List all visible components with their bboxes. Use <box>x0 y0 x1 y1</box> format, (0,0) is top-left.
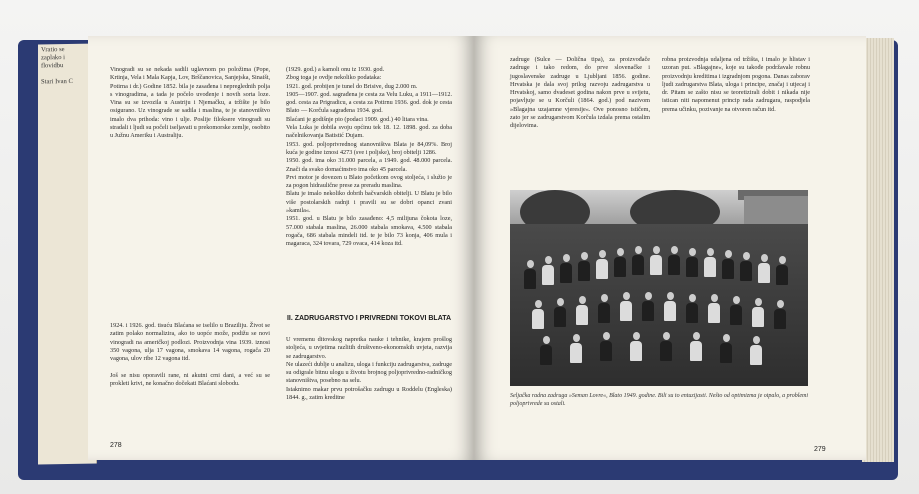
left-col2-bottom: U vremenu ditovskog napretka nauke i tehnike, krajem prošlog stoljeća, u uvjetima razlitih društveno-ekonomskih uvjeta, razvija se zadrugarstvo. Ne ulazeći dublje u analizu, uloga i funkciju zadrugarstva, zadruge su odigrale bitnu ulogu u životu brojnog poljoprivredno-radničkog stanovništva, posebno na selu. Istaknimo makar prvu potrošačku zadrugu u Roddelu (Engleska) 1844. g., zatim kreditne <box>286 336 452 402</box>
right-page <box>474 36 866 460</box>
left-col2-top: (1929. god.) a kamoli onu iz 1930. god. Zbog toga je ovdje nekoliko podataka: 1921. god. probijen je tunel do Brisive, dug 2.000 m. 1905—1907. god. sagrađena je cesta za Velu Luku, a 1911—1912. god. cesta za Prigradicu, a cesta za Potirnu 1936. god. dok je cesta Blato — Korčula sagrađena 1934. god. Blaćani je godišnje pio (podaci 1909. god.) 40 litara vina. Vela Luka je dobila svoju općinu tek 18. 12. 1898. god. za doba načelnikovanja Batistić Dujam. 1953. god. poljoprivrednog stanovništva Blata je 84,09%. Broj kuća je godine iznosi 4273 (sve i poljske), broj obitelji 1286. 1950. god. ima oko 31.000 parcela, a 1949. god. 48.000 parcela. Znači da svako domaćinstvo ima oko 45 parcela. Prvi motor je dovezen u Blato početkom ovog stoljeća, i služio je za pogon hidraulične prese za preradu maslina. Blatu je imalo nekoliko dobrih bačvarskih obitelji. U Blatu je bilo više postolarskih radnji i pravili su se dobri opanci zvani »kamila«. 1951. god. u Blatu je bilo zasađeno: 4,5 milijuna čokota loze, 57.000 stabala maslina, 26.000 stabala smokava, 4.500 stabala rogača, 686 stabala mindeli itd. te je bilo 73 konja, 406 mula i magaraca, 324 tovara, 729 ovaca, 414 koza itd. <box>286 66 452 248</box>
page-edge-fragment: Vratio se zaplako i flovidbu Stari Ivan C <box>41 46 73 86</box>
photo-caption: Seljačka radna zadruga »Seman Lovre«, Blato 1949. godine. Bili su to entuzijasti. Nešto od optimizma je otpalo, a problemi poljoprivrede su ostali. <box>510 393 809 407</box>
left-col1-bottom: 1924. i 1926. god. tisuću Blaćana se iselilo u Braziliju. Život se zatim polako normalizira, ako to uopće može, podižu se novi vinogradi na američkoj podlozi. Proizvodnja vina 1939. iznosi 350 vagona, ulja 17 vagona, smokava 14 vagona, rogača 20 vagona, ulov ribe 12 vagona itd. Još se nisu oporavili rane, ni akutni crni dani, a već su se prokleti krivi, ne konačno dočekati Blaćani slobodu. <box>110 322 270 388</box>
page-number-right: 279 <box>814 446 826 453</box>
left-col1-top: Vinogradi su se nekada sadili uglavnom po položima (Pope, Krtinja, Vela i Mala Kapja, Lov, Brščanovica, Sanjejska, Sinaišt, Potirna i dr.) Godine 1852. bila je zasađena i nepreglednih polja s vinogradima, a tada je počelo uvođenje i novih sorta loze. Vina su se izvozila u Austriju i Njemačku, a tržište je bilo osigurano. Uz vinograde se sadila i maslina, te je stanovništvo imalo dva prihoda: vino i ulje. Poslije filoksere vinogradi su stradali i ljudi su počeli iseljavati u prekomorske zemlje, osobito u Južnu Ameriku i Australiju. <box>110 66 270 140</box>
section-heading: II. ZADRUGARSTVO I PRIVREDNI TOKOVI BLATA <box>286 315 452 322</box>
page-number-left: 278 <box>110 442 122 449</box>
right-page-stack <box>862 38 894 462</box>
group-photo <box>510 190 808 386</box>
right-col2: robna proizvodnja udaljena od tržišta, i imalo je hlistav i uzoran put. »Blagajne«, koje su takođe podržavale robnu proizvodnju kreditima i izgradnjom pogona. Danas zaborav ljudi zadrugarstva Blata, uloga i principe, značaj i utjecaj i dr. Pitam se zašto nisu se teoretizirali dobit i nikada nije istican niti napomenut princip rada zadrugara, raspodjela prema učinku, pozivanje na otvoren račun itd. <box>662 56 810 113</box>
left-page <box>88 36 474 460</box>
right-col1: zadruge (Sulce — Dolična tipa), za proizvođače zadruge i tako redom, do prve slovenačke i jugoslavenske zadruge u Ljubljani 1856. godine. Hrvatska je dala svoj prilog razvoju zadrugarstva u Hrvatskoj, samo dvadeset godina nakon prve u svijetu, pojavljuje se u Korčuli (1864. god.) pod nazivom »Blagajna uzajamne vjeresije«. Ove ponosno ističem, zato jer se zadrugarstvom Korčula izdala prema ostalim dijelovima. <box>510 56 650 130</box>
